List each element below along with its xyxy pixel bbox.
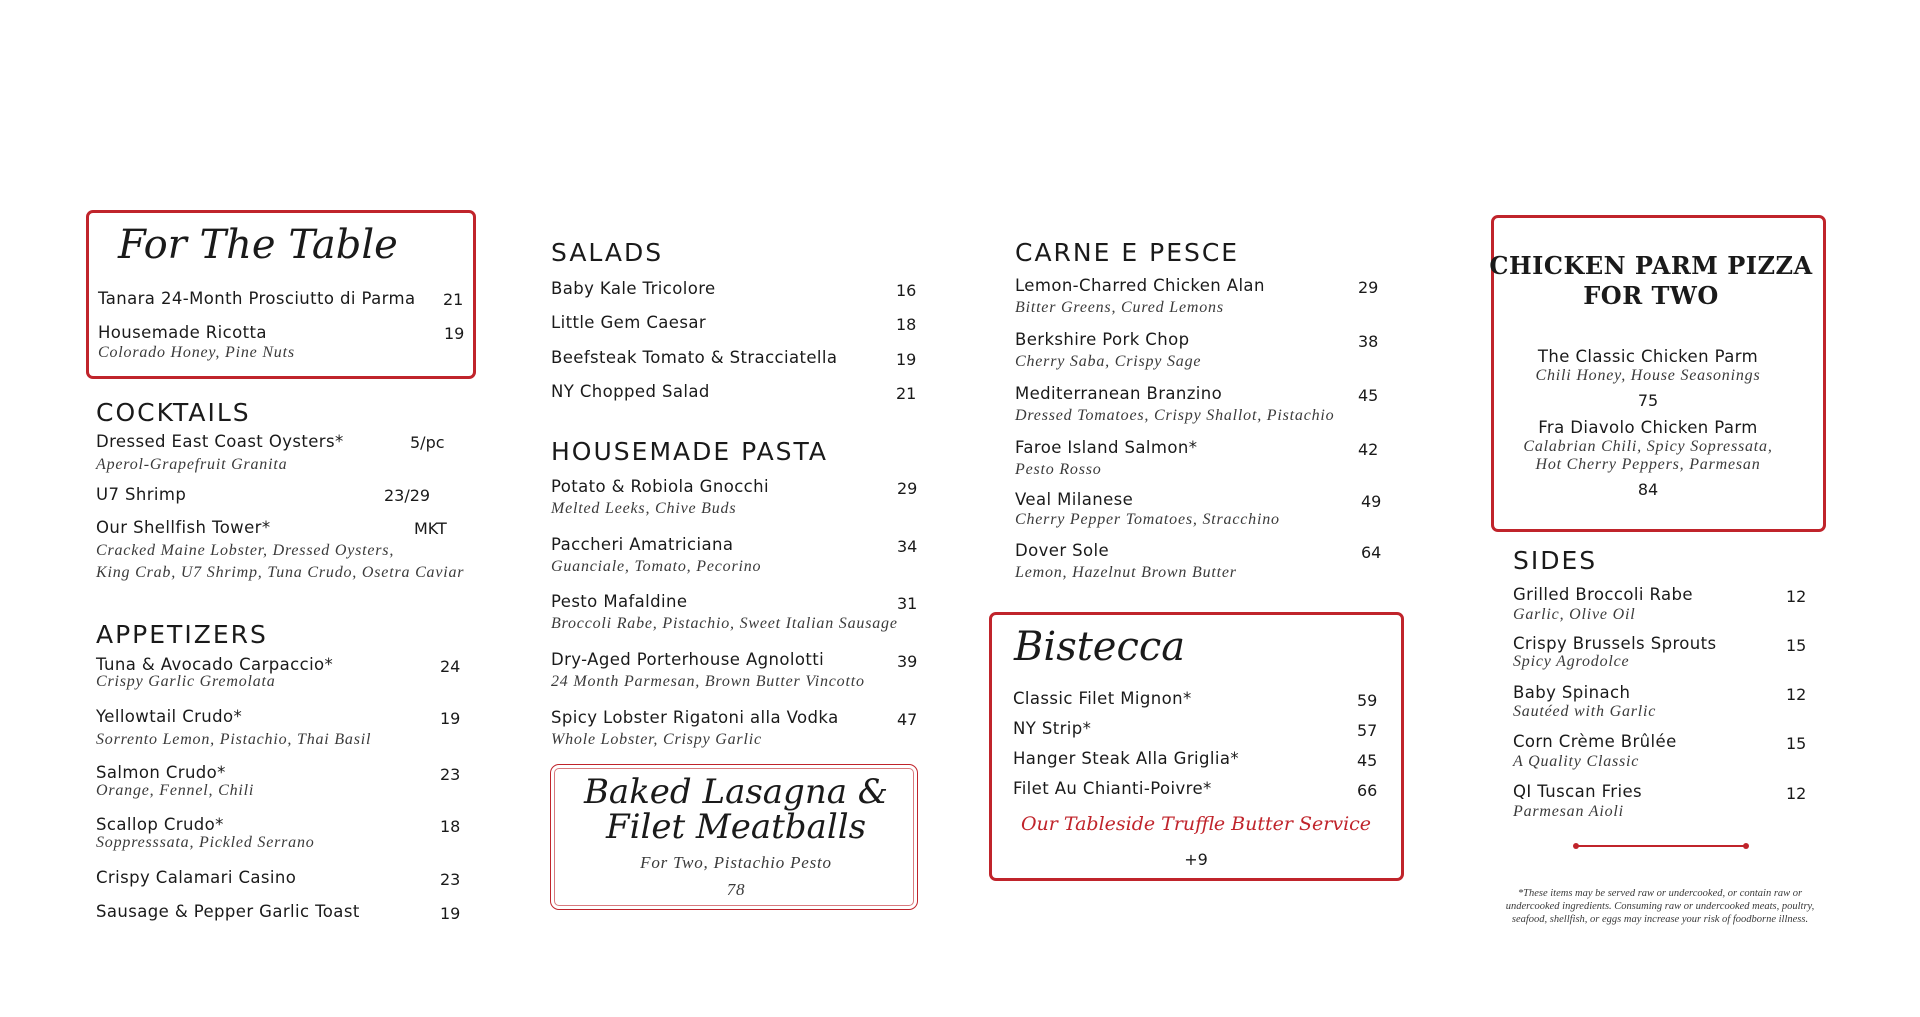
menu-item-name: Dry-Aged Porterhouse Agnolotti xyxy=(551,650,825,669)
menu-item-description: Broccoli Rabe, Pistachio, Sweet Italian Sausage xyxy=(551,615,898,632)
menu-item-price: MKT xyxy=(414,519,447,538)
menu-item-name: Potato & Robiola Gnocchi xyxy=(551,477,769,496)
menu-item-price: 19 xyxy=(896,350,917,369)
menu-item-description: Hot Cherry Peppers, Parmesan xyxy=(1535,456,1761,473)
divider-dot-left xyxy=(1573,843,1579,849)
menu-item-name: NY Strip* xyxy=(1013,719,1092,738)
menu-item-price: 29 xyxy=(897,479,918,498)
menu-item-description: Pesto Rosso xyxy=(1015,461,1102,478)
menu-item-description: Aperol-Grapefruit Granita xyxy=(96,456,288,473)
menu-item-description: Colorado Honey, Pine Nuts xyxy=(98,344,295,361)
menu-item-name: Filet Au Chianti-Poivre* xyxy=(1013,779,1212,798)
pizza-title-line2: FOR TWO xyxy=(1583,281,1719,310)
menu-item-price: 16 xyxy=(896,281,917,300)
menu-item-price: 21 xyxy=(443,290,464,309)
menu-item-description: Crispy Garlic Gremolata xyxy=(96,673,276,690)
menu-item-description: 24 Month Parmesan, Brown Butter Vincotto xyxy=(551,673,865,690)
menu-item-name: Pesto Mafaldine xyxy=(551,592,688,611)
menu-item-description: Cherry Saba, Crispy Sage xyxy=(1015,353,1202,370)
menu-item-price: 75 xyxy=(1637,391,1659,410)
menu-item-description: Spicy Agrodolce xyxy=(1513,653,1630,670)
cocktails-heading: COCKTAILS xyxy=(96,398,251,427)
menu-item-name: Sausage & Pepper Garlic Toast xyxy=(96,902,360,921)
menu-item-price: 49 xyxy=(1361,492,1382,511)
menu-item-name: QI Tuscan Fries xyxy=(1513,782,1643,801)
menu-item-price: 19 xyxy=(444,324,465,343)
menu-item-description: Cracked Maine Lobster, Dressed Oysters, xyxy=(96,542,395,559)
menu-item-price: 64 xyxy=(1361,543,1382,562)
menu-item-price: 23/29 xyxy=(384,486,431,505)
carne-heading: CARNE E PESCE xyxy=(1015,238,1240,267)
disclaimer-line: undercooked ingredients. Consuming raw or undercooked meats, poultry, xyxy=(1505,901,1815,912)
menu-item-name: Salmon Crudo* xyxy=(96,763,226,782)
menu-item-description: Dressed Tomatoes, Crispy Shallot, Pistachio xyxy=(1015,407,1335,424)
appetizers-heading: APPETIZERS xyxy=(96,620,268,649)
menu-item-description: Soppresssata, Pickled Serrano xyxy=(96,834,315,851)
menu-item-description: Sautéed with Garlic xyxy=(1513,703,1657,720)
lasagna-description: For Two, Pistachio Pesto xyxy=(640,853,832,872)
menu-item-description: Bitter Greens, Cured Lemons xyxy=(1015,299,1224,316)
menu-item-description: King Crab, U7 Shrimp, Tuna Crudo, Osetra Caviar xyxy=(96,564,465,581)
divider-dot-right xyxy=(1743,843,1749,849)
pizza-title-line1: CHICKEN PARM PIZZA xyxy=(1489,251,1813,280)
menu-item-price: 19 xyxy=(440,709,461,728)
menu-item-price: 34 xyxy=(897,537,918,556)
menu-item-name: Classic Filet Mignon* xyxy=(1013,689,1192,708)
menu-item-price: 15 xyxy=(1786,636,1807,655)
menu-item-price: 23 xyxy=(440,870,461,889)
lasagna-price: 78 xyxy=(726,880,746,899)
menu-item-name: Faroe Island Salmon* xyxy=(1015,438,1198,457)
menu-item-description: Parmesan Aioli xyxy=(1513,803,1624,820)
menu-item-name: Crispy Calamari Casino xyxy=(96,868,297,887)
menu-item-description: Orange, Fennel, Chili xyxy=(96,782,255,799)
menu-item-name: Tuna & Avocado Carpaccio* xyxy=(96,655,334,674)
menu-item-price: 39 xyxy=(897,652,918,671)
menu-item-price: 45 xyxy=(1357,751,1378,770)
menu-item-description: Garlic, Olive Oil xyxy=(1513,606,1636,623)
menu-item-price: 38 xyxy=(1358,332,1379,351)
menu-item-price: 24 xyxy=(440,657,461,676)
menu-item-description: Calabrian Chili, Spicy Sopressata, xyxy=(1523,438,1773,455)
lasagna-title-line1: Baked Lasagna & xyxy=(583,772,889,812)
menu-item-name: Crispy Brussels Sprouts xyxy=(1513,634,1717,653)
menu-item-description: Cherry Pepper Tomatoes, Stracchino xyxy=(1015,511,1280,528)
menu-item-name: Beefsteak Tomato & Stracciatella xyxy=(551,348,838,367)
truffle-service-price: +9 xyxy=(1184,850,1208,869)
menu-item-price: 31 xyxy=(897,594,918,613)
menu-item-price: 15 xyxy=(1786,734,1807,753)
menu-item-name: Tanara 24-Month Prosciutto di Parma xyxy=(98,289,416,308)
disclaimer-line: *These items may be served raw or undercooked, or contain raw or xyxy=(1517,888,1803,899)
truffle-service-label: Our Tableside Truffle Butter Service xyxy=(1020,813,1372,835)
menu-item-name: Yellowtail Crudo* xyxy=(96,707,243,726)
menu-item-name: Scallop Crudo* xyxy=(96,815,224,834)
salads-heading: SALADS xyxy=(551,238,664,267)
menu-item-price: 21 xyxy=(896,384,917,403)
sides-heading: SIDES xyxy=(1513,546,1598,575)
menu-item-price: 45 xyxy=(1358,386,1379,405)
menu-item-name: The Classic Chicken Parm xyxy=(1537,347,1759,366)
menu-item-price: 19 xyxy=(440,904,461,923)
menu-item-description: Melted Leeks, Chive Buds xyxy=(551,500,737,517)
menu-item-name: Hanger Steak Alla Griglia* xyxy=(1013,749,1240,768)
menu-item-name: Housemade Ricotta xyxy=(98,323,267,342)
lasagna-title-line2: Filet Meatballs xyxy=(605,807,867,847)
menu-item-price: 29 xyxy=(1358,278,1379,297)
menu-item-price: 5/pc xyxy=(410,433,445,452)
menu-item-price: 66 xyxy=(1357,781,1378,800)
menu-item-description: Sorrento Lemon, Pistachio, Thai Basil xyxy=(96,731,372,748)
menu-item-name: Baby Spinach xyxy=(1513,683,1631,702)
menu-item-name: Dressed East Coast Oysters* xyxy=(96,432,344,451)
menu-item-description: Guanciale, Tomato, Pecorino xyxy=(551,558,762,575)
menu-item-name: Mediterranean Branzino xyxy=(1015,384,1223,403)
disclaimer-line: seafood, shellfish, or eggs may increase your risk of foodborne illness. xyxy=(1511,914,1809,925)
for-the-table-title: For The Table xyxy=(118,222,398,268)
bistecca-title: Bistecca xyxy=(1014,624,1186,670)
sides-divider xyxy=(1576,845,1746,847)
menu-item-price: 59 xyxy=(1357,691,1378,710)
pasta-heading: HOUSEMADE PASTA xyxy=(551,437,828,466)
menu-item-name: Baby Kale Tricolore xyxy=(551,279,716,298)
menu-item-name: Paccheri Amatriciana xyxy=(551,535,734,554)
menu-item-name: Fra Diavolo Chicken Parm xyxy=(1538,418,1758,437)
menu-item-price: 12 xyxy=(1786,784,1807,803)
menu-item-price: 12 xyxy=(1786,587,1807,606)
menu-item-name: Spicy Lobster Rigatoni alla Vodka xyxy=(551,708,839,727)
menu-item-name: Dover Sole xyxy=(1015,541,1110,560)
menu-item-name: Veal Milanese xyxy=(1015,490,1134,509)
menu-item-name: Our Shellfish Tower* xyxy=(96,518,271,537)
raw-food-disclaimer xyxy=(1460,887,1860,926)
menu-item-name: U7 Shrimp xyxy=(96,485,187,504)
menu-item-description: A Quality Classic xyxy=(1513,753,1640,770)
menu-item-description: Chili Honey, House Seasonings xyxy=(1535,367,1761,384)
menu-item-description: Lemon, Hazelnut Brown Butter xyxy=(1015,564,1237,581)
menu-item-name: NY Chopped Salad xyxy=(551,382,710,401)
menu-item-price: 42 xyxy=(1358,440,1379,459)
menu-item-name: Grilled Broccoli Rabe xyxy=(1513,585,1693,604)
menu-item-price: 18 xyxy=(440,817,461,836)
menu-item-price: 57 xyxy=(1357,721,1378,740)
menu-item-name: Lemon-Charred Chicken Alan xyxy=(1015,276,1265,295)
menu-item-name: Corn Crème Brûlée xyxy=(1513,732,1677,751)
menu-item-price: 47 xyxy=(897,710,918,729)
menu-item-price: 23 xyxy=(440,765,461,784)
menu-item-price: 84 xyxy=(1637,480,1659,499)
menu-item-name: Berkshire Pork Chop xyxy=(1015,330,1190,349)
menu-item-price: 12 xyxy=(1786,685,1807,704)
menu-item-description: Whole Lobster, Crispy Garlic xyxy=(551,731,762,748)
menu-item-price: 18 xyxy=(896,315,917,334)
menu-item-name: Little Gem Caesar xyxy=(551,313,707,332)
